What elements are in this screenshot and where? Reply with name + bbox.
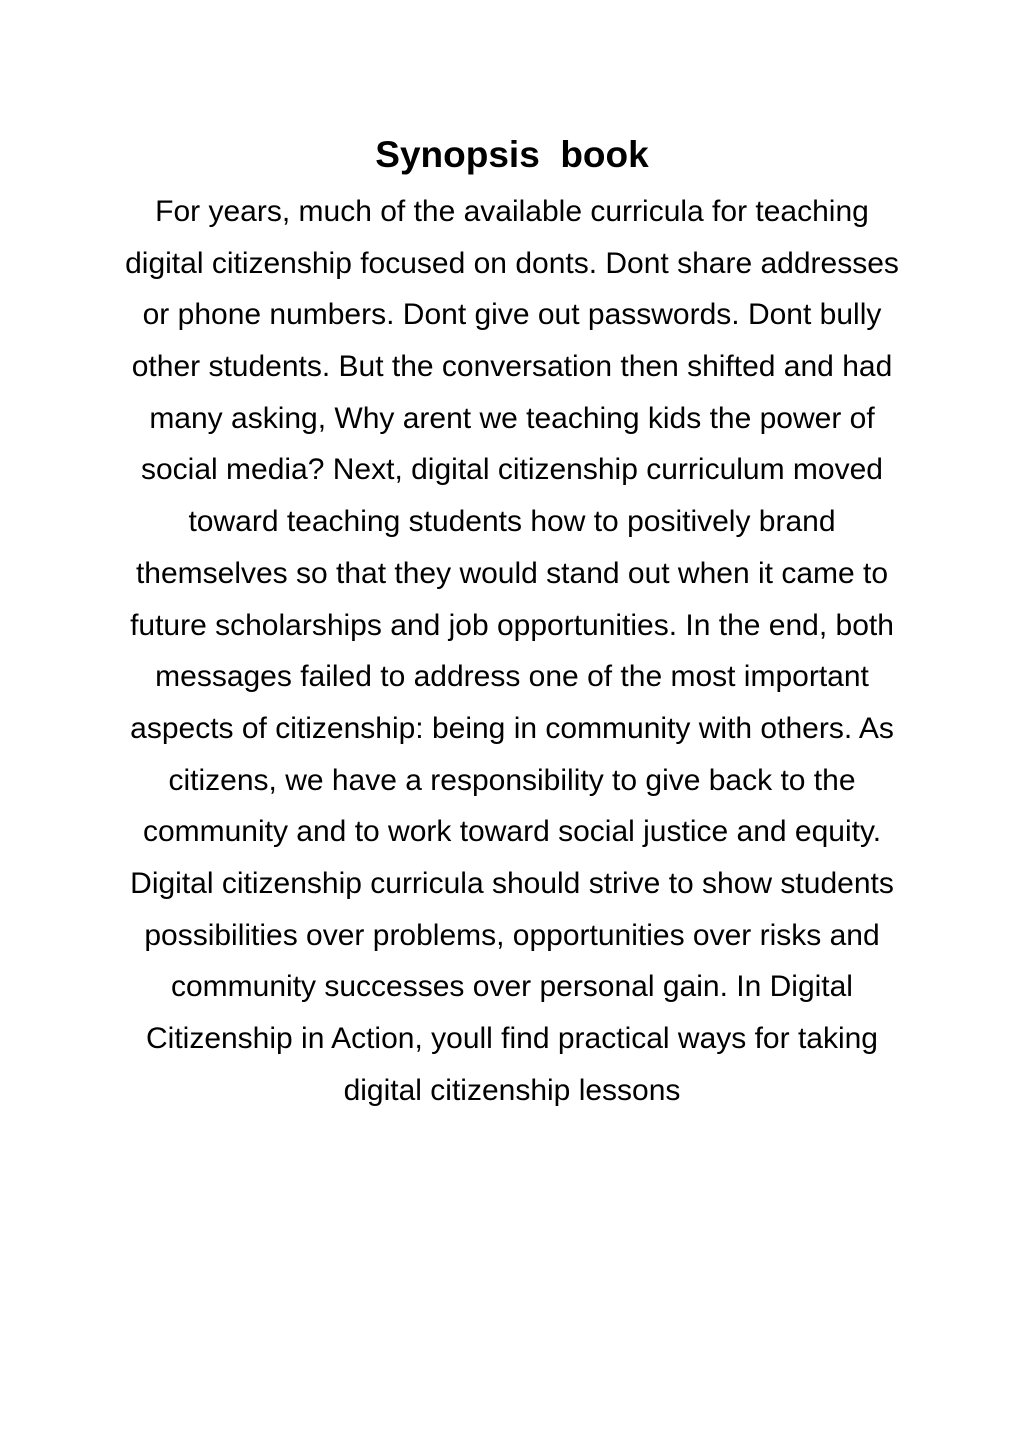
synopsis-line: messages failed to address one of the most important (155, 660, 869, 694)
synopsis-line: toward teaching students how to positively brand (188, 505, 836, 539)
synopsis-line: or phone numbers. Dont give out passwords. Dont bully (142, 298, 882, 332)
synopsis-line: many asking, Why arent we teaching kids the power of (149, 401, 875, 435)
synopsis-line: possibilities over problems, opportunities over risks and (144, 918, 880, 952)
synopsis-line: digital citizenship focused on donts. Dont share addresses (125, 246, 899, 280)
synopsis-line: community and to work toward social justice and equity. (142, 815, 882, 849)
synopsis-line: aspects of citizenship: being in community with others. As (130, 711, 894, 745)
synopsis-line: Citizenship in Action, youll find practical ways for taking (145, 1022, 878, 1055)
synopsis-line: For years, much of the available curricula for teaching (155, 195, 869, 228)
synopsis-line: future scholarships and job opportunities. In the end, both (130, 608, 894, 642)
synopsis-line: community successes over personal gain. In Digital (171, 970, 853, 1004)
synopsis-line: other students. But the conversation then shifted and had (131, 350, 893, 384)
synopsis-line: citizens, we have a responsibility to give back to the (168, 763, 856, 797)
synopsis-body (40, 186, 984, 1116)
synopsis-line: social media? Next, digital citizenship curriculum moved (141, 453, 883, 487)
page-title: Synopsis book (375, 134, 649, 175)
synopsis-line: digital citizenship lessons (343, 1073, 681, 1107)
synopsis-line: Digital citizenship curricula should strive to show students (130, 866, 894, 900)
synopsis-line: themselves so that they would stand out when it came to (135, 556, 889, 590)
